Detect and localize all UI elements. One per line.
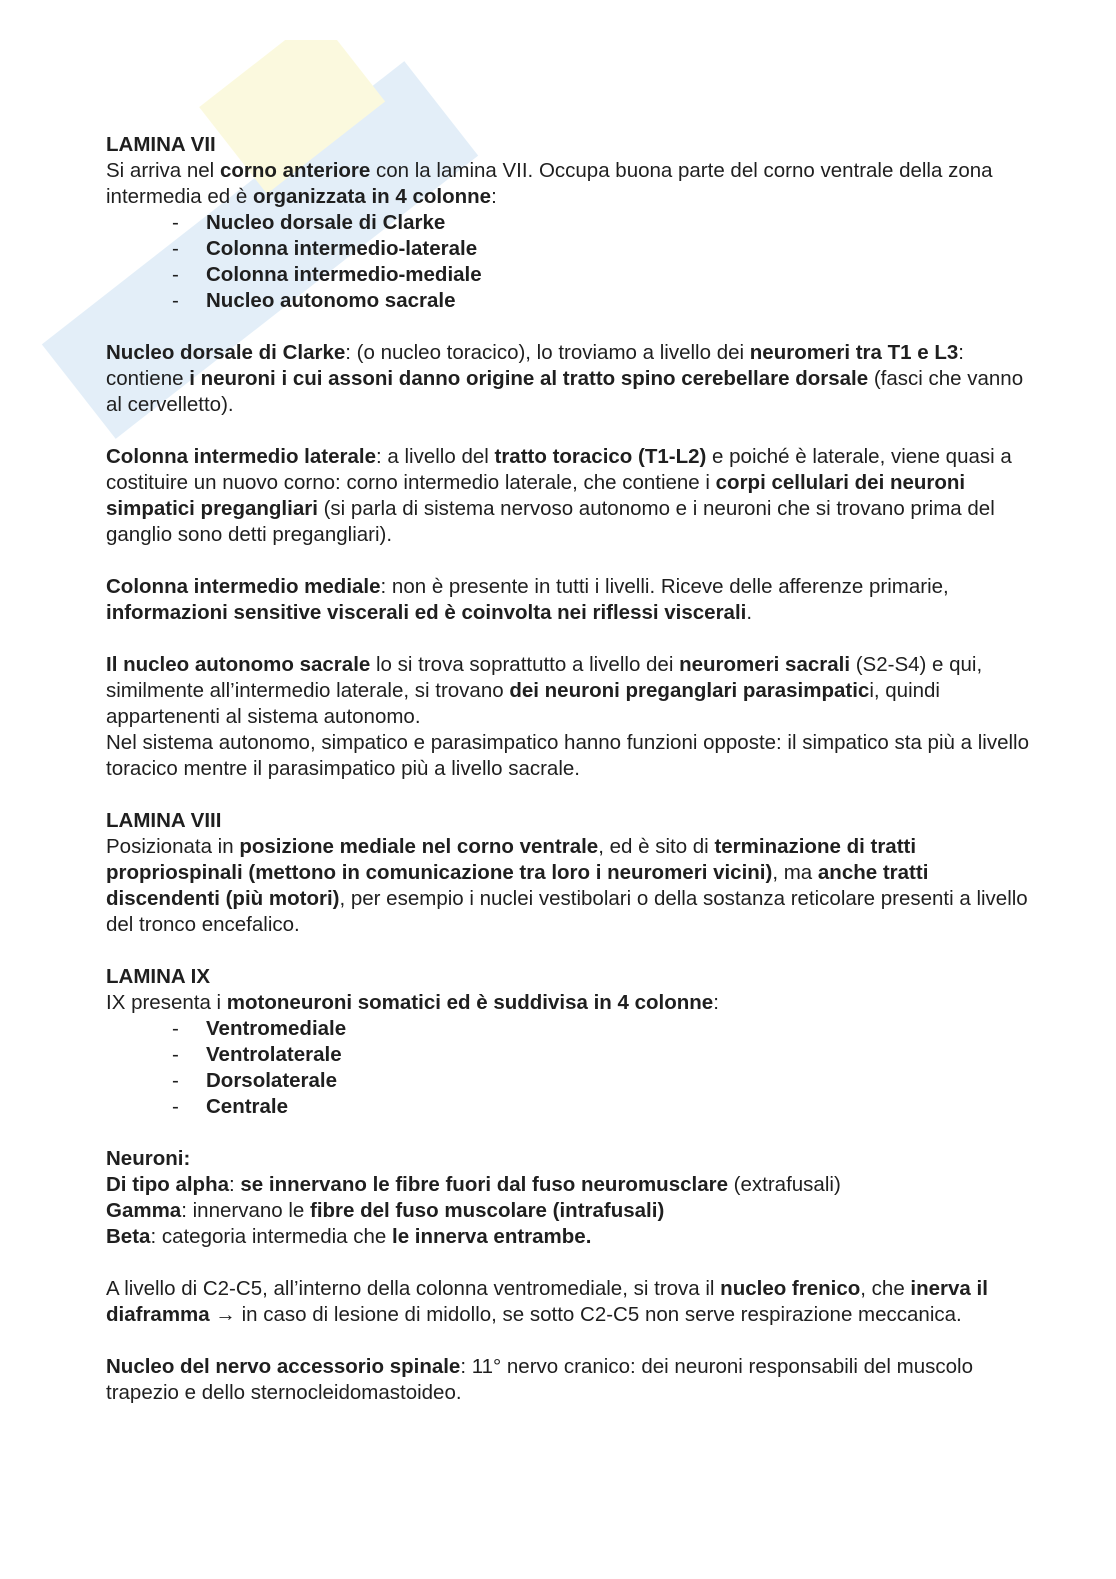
text-run: : categoria intermedia che (150, 1225, 393, 1248)
list-item: - Ventrolaterale (172, 1042, 1036, 1068)
bold-text-run: terminazione di tratti propriospinali (mettono in comunicazione tra loro i neuromeri vicini) (106, 835, 917, 884)
neuroni-beta (106, 1224, 1036, 1250)
bold-text-run: tratto toracico (T1-L2) (494, 445, 707, 468)
bold-text-run: Il nucleo autonomo sacrale (106, 653, 371, 676)
text-run: : non è presente in tutti i livelli. Riceve delle afferenze primarie, (380, 575, 949, 598)
paragraph-nervo-accessorio (106, 1354, 1036, 1406)
bold-text-run: neuromeri sacrali (679, 653, 851, 676)
list-item: - Colonna intermedio-laterale (172, 236, 1036, 262)
lamina-vii-columns-list (106, 210, 1036, 314)
list-item: - Colonna intermedio-mediale (172, 262, 1036, 288)
bold-text-run: corno anteriore (219, 159, 371, 182)
text-run: Posizionata in (106, 835, 240, 858)
text-run: , ma (772, 861, 818, 884)
paragraph-nucleo-frenico (106, 1276, 1036, 1328)
text-run: in caso di lesione di midollo, se sotto C2-C5 non serve respirazione meccanica. (241, 1303, 962, 1326)
bold-text-run: Di tipo alpha (106, 1173, 229, 1196)
bold-text-run: Nucleo dorsale di Clarke (106, 341, 346, 364)
text-run: con la lamina VII. Occupa buona parte del corno ventrale della zona intermedia ed è (106, 159, 993, 208)
bold-text-run: posizione mediale nel corno ventrale (239, 835, 599, 858)
neuroni-alpha (106, 1172, 1036, 1198)
text-run: : innervano le (181, 1199, 310, 1222)
list-item: - Ventromediale (172, 1016, 1036, 1042)
paragraph-lamina-viii (106, 834, 1036, 938)
bold-text-run: motoneuroni somatici ed è suddivisa in 4 colonne (226, 991, 714, 1014)
text-run: lo si trova soprattutto a livello dei (370, 653, 680, 676)
text-run: (fasci che vanno al cervelletto). (106, 367, 1024, 416)
bold-text-run: Nucleo del nervo accessorio spinale (106, 1355, 461, 1378)
text-run: (S2-S4) e qui, similmente all’intermedio laterale, si trovano (106, 653, 983, 702)
list-item: - Centrale (172, 1094, 1036, 1120)
bold-text-run: Gamma (106, 1199, 182, 1222)
text-run: : contiene (106, 341, 964, 390)
neuroni-gamma (106, 1198, 1036, 1224)
heading-lamina-ix: LAMINA IX (106, 965, 211, 988)
paragraph-intermedio-mediale (106, 574, 1036, 626)
text-run: IX presenta i (106, 991, 227, 1014)
bold-text-run: le innerva entrambe. (392, 1225, 592, 1248)
bold-text-run: Colonna intermedio mediale (106, 575, 381, 598)
bold-text-run: fibre del fuso muscolare (intrafusali) (310, 1199, 665, 1222)
text-run: , ed è sito di (598, 835, 715, 858)
document-body (106, 132, 1036, 1406)
bold-text-run: Beta (106, 1225, 151, 1248)
bold-text-run: inerva il diaframma (106, 1277, 988, 1326)
text-run: Si arriva nel (106, 159, 220, 182)
lamina-ix-columns-list (106, 1016, 1036, 1120)
heading-lamina-viii: LAMINA VIII (106, 809, 222, 832)
text-run: : (229, 1173, 241, 1196)
paragraph-sistema-autonomo: Nel sistema autonomo, simpatico e parasimpatico hanno funzioni opposte: il simpatico sta più a livello toracico mentre il parasimpatico più a livello sacrale. (106, 731, 1029, 780)
text-run: : (491, 185, 497, 208)
text-run: (extrafusali) (727, 1173, 841, 1196)
paragraph-intermedio-laterale (106, 444, 1036, 548)
paragraph-nucleo-sacrale (106, 652, 1036, 730)
text-run: : (o nucleo toracico), lo troviamo a livello dei (345, 341, 750, 364)
text-run: A livello di C2-C5, all’interno della colonna ventromediale, si trova il (106, 1277, 721, 1300)
text-run: . (746, 601, 753, 624)
lamina-vii-intro (106, 158, 1036, 210)
bold-text-run: anche tratti discendenti (più motori) (106, 861, 929, 910)
text-run: : a livello del (375, 445, 495, 468)
text-run: : 11° nervo cranico: dei neuroni responsabili del muscolo trapezio e dello sternocleidomastoideo. (106, 1355, 973, 1404)
bold-text-run: i neuroni i cui assoni danno origine al tratto spino cerebellare dorsale (189, 367, 869, 390)
bold-text-run: dei neuroni preganglari parasimpatic (509, 679, 870, 702)
bold-text-run: nucleo frenico (720, 1277, 861, 1300)
heading-lamina-vii: LAMINA VII (106, 133, 216, 156)
bold-text-run: neuromeri tra T1 e L3 (749, 341, 959, 364)
text-run: (si parla di sistema nervoso autonomo e i neuroni che si trovano prima del ganglio sono detti pregangliari). (106, 497, 995, 546)
text-run: i, quindi appartenenti al sistema autonomo. (106, 679, 940, 728)
bold-text-run: organizzata in 4 colonne (253, 185, 492, 208)
bold-text-run: se innervano le fibre fuori dal fuso neuromusclare (240, 1173, 728, 1196)
paragraph-clarke (106, 340, 1036, 418)
bold-text-run: corpi cellulari dei neuroni simpatici pregangliari (106, 471, 966, 520)
bold-text-run: informazioni sensitive viscerali ed è coinvolta nei riflessi viscerali (106, 601, 747, 624)
text-run: , per esempio i nuclei vestibolari o della sostanza reticolare presenti a livello del tronco encefalico. (106, 887, 1028, 936)
heading-neuroni: Neuroni: (106, 1147, 191, 1170)
text-run: : (713, 991, 719, 1014)
bold-text-run: Colonna intermedio laterale (106, 445, 376, 468)
list-item: - Nucleo autonomo sacrale (172, 288, 1036, 314)
lamina-ix-intro (106, 990, 1036, 1016)
list-item: - Dorsolaterale (172, 1068, 1036, 1094)
list-item: - Nucleo dorsale di Clarke (172, 210, 1036, 236)
text-run: → (209, 1303, 242, 1326)
text-run: , che (860, 1277, 911, 1300)
text-run: e poiché è laterale, viene quasi a costituire un nuovo corno: corno intermedio laterale, che contiene i (106, 445, 1012, 494)
